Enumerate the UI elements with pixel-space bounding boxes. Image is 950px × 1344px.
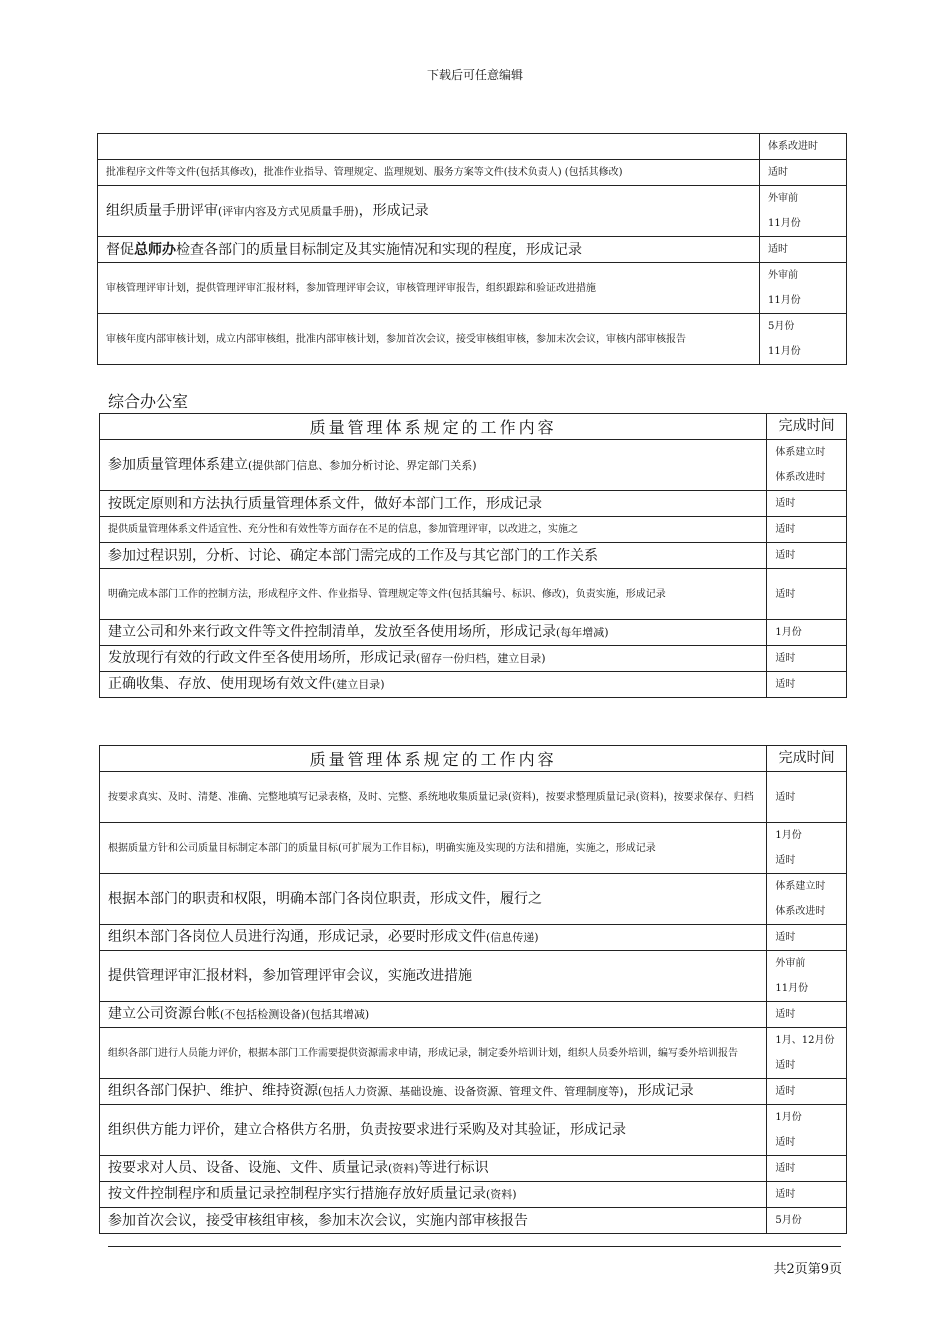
time-cell: 体系建立时 体系改进时: [767, 874, 847, 925]
content-cell: 根据质量方针和公司质量目标制定本部门的质量目标(可扩展为工作目标)，明确实施及实现的方法和措施，实施之，形成记录: [100, 823, 767, 874]
time-cell: 适时: [767, 543, 847, 569]
table-row: [100, 1028, 847, 1079]
content-cell: 审核管理评审计划，提供管理评审汇报材料，参加管理评审会议，审核管理评审报告，组织跟踪和验证改进措施: [98, 263, 760, 314]
table-row: [100, 543, 847, 569]
page-number: 共2页第9页: [773, 1262, 842, 1277]
time-cell: 1月份: [767, 620, 847, 646]
content-cell: 参加质量管理体系建立(提供部门信息、参加分析讨论、界定部门关系): [100, 440, 767, 491]
time-cell: 体系改进时: [760, 134, 847, 160]
table-row: [100, 440, 847, 491]
table-row: [100, 925, 847, 951]
table-row: [100, 1079, 847, 1105]
content-cell: [98, 134, 760, 160]
content-cell: 根据本部门的职责和权限，明确本部门各岗位职责，形成文件，履行之: [100, 874, 767, 925]
content-cell: 明确完成本部门工作的控制方法，形成程序文件、作业指导、管理规定等文件(包括其编号、标识、修改)，负责实施，形成记录: [100, 569, 767, 620]
table-header-row: [100, 746, 847, 772]
content-cell: 组织供方能力评价，建立合格供方名册，负责按要求进行采购及对其验证，形成记录: [100, 1105, 767, 1156]
time-header: 完成时间: [767, 414, 847, 440]
header-note: 下载后可任意编辑: [426, 68, 523, 82]
time-cell: 适时: [760, 237, 847, 263]
time-cell: 适时: [760, 160, 847, 186]
time-cell: 5月份 11月份: [760, 314, 847, 365]
content-cell: 组织各部门进行人员能力评价，根据本部门工作需要提供资源需求申请，形成记录，制定委外培训计划，组织人员委外培训，编写委外培训报告: [100, 1028, 767, 1079]
table-row: [98, 160, 847, 186]
content-cell: 批准程序文件等文件(包括其修改)，批准作业指导、管理规定、监理规划、服务方案等文件(技术负责人) (包括其修改): [98, 160, 760, 186]
table-row: [100, 491, 847, 517]
content-cell: 审核年度内部审核计划，成立内部审核组，批准内部审核计划，参加首次会议，接受审核组审核，参加末次会议，审核内部审核报告: [98, 314, 760, 365]
content-cell: 正确收集、存放、使用现场有效文件(建立目录): [100, 672, 767, 698]
table-row: [100, 646, 847, 672]
section-title: 综合办公室: [108, 392, 189, 411]
time-header: 完成时间: [767, 746, 847, 772]
time-cell: 体系建立时 体系改进时: [767, 440, 847, 491]
time-cell: 外审前 11月份: [767, 951, 847, 1002]
time-cell: 1月、12月份 适时: [767, 1028, 847, 1079]
content-cell: 参加过程识别，分析、讨论、确定本部门需完成的工作及与其它部门的工作关系: [100, 543, 767, 569]
responsibility-table-2: [99, 413, 847, 698]
time-cell: 5月份: [767, 1208, 847, 1234]
time-cell: 适时: [767, 517, 847, 543]
responsibility-table-1: [97, 133, 847, 365]
table-row: [100, 672, 847, 698]
time-cell: 适时: [767, 1002, 847, 1028]
table-row: [100, 874, 847, 925]
content-cell: 发放现行有效的行政文件至各使用场所，形成记录(留存一份归档，建立目录): [100, 646, 767, 672]
content-cell: 按要求真实、及时、清楚、准确、完整地填写记录表格，及时、完整、系统地收集质量记录(资料)，按要求整理质量记录(资料)，按要求保存、归档: [100, 772, 767, 823]
content-cell: 按要求对人员、设备、设施、文件、质量记录(资料)等进行标识: [100, 1156, 767, 1182]
time-cell: 适时: [767, 569, 847, 620]
time-cell: 适时: [767, 646, 847, 672]
time-cell: 外审前 11月份: [760, 186, 847, 237]
content-cell: 提供管理评审汇报材料，参加管理评审会议，实施改进措施: [100, 951, 767, 1002]
table-row: [100, 517, 847, 543]
content-cell: 组织质量手册评审(评审内容及方式见质量手册)，形成记录: [98, 186, 760, 237]
table-row: [100, 620, 847, 646]
table-row: [100, 1105, 847, 1156]
table-row: [98, 263, 847, 314]
content-cell: 组织本部门各岗位人员进行沟通，形成记录，必要时形成文件(信息传递): [100, 925, 767, 951]
time-cell: 适时: [767, 672, 847, 698]
table-row: [100, 1208, 847, 1234]
table-row: [100, 569, 847, 620]
table-row: [100, 1156, 847, 1182]
time-cell: 适时: [767, 1156, 847, 1182]
content-cell: 按既定原则和方法执行质量管理体系文件，做好本部门工作，形成记录: [100, 491, 767, 517]
content-cell: 提供质量管理体系文件适宜性、充分性和有效性等方面存在不足的信息，参加管理评审，以改进之，实施之: [100, 517, 767, 543]
table-row: [98, 186, 847, 237]
responsibility-table-3: [99, 745, 847, 1234]
content-cell: 参加首次会议，接受审核组审核，参加末次会议，实施内部审核报告: [100, 1208, 767, 1234]
table-row: [100, 772, 847, 823]
content-cell: 按文件控制程序和质量记录控制程序实行措施存放好质量记录(资料): [100, 1182, 767, 1208]
table-row: [100, 1002, 847, 1028]
time-cell: 1月份 适时: [767, 823, 847, 874]
content-header: 质量管理体系规定的工作内容: [100, 414, 767, 440]
table-row: [98, 134, 847, 160]
footer-divider: [108, 1246, 841, 1247]
time-cell: 外审前 11月份: [760, 263, 847, 314]
table-row: [100, 1182, 847, 1208]
time-cell: 适时: [767, 1079, 847, 1105]
table-header-row: [100, 414, 847, 440]
table-row: [100, 823, 847, 874]
content-cell: 组织各部门保护、维护、维持资源(包括人力资源、基础设施、设备资源、管理文件、管理制度等)，形成记录: [100, 1079, 767, 1105]
table-row: [98, 314, 847, 365]
time-cell: 适时: [767, 772, 847, 823]
time-cell: 适时: [767, 1182, 847, 1208]
content-cell: 督促总师办检查各部门的质量目标制定及其实施情况和实现的程度，形成记录: [98, 237, 760, 263]
table-row: [100, 951, 847, 1002]
time-cell: 适时: [767, 925, 847, 951]
time-cell: 1月份 适时: [767, 1105, 847, 1156]
table-row: [98, 237, 847, 263]
content-cell: 建立公司和外来行政文件等文件控制清单，发放至各使用场所，形成记录(每年增减): [100, 620, 767, 646]
content-header: 质量管理体系规定的工作内容: [100, 746, 767, 772]
content-cell: 建立公司资源台帐(不包括检测设备)(包括其增减): [100, 1002, 767, 1028]
time-cell: 适时: [767, 491, 847, 517]
